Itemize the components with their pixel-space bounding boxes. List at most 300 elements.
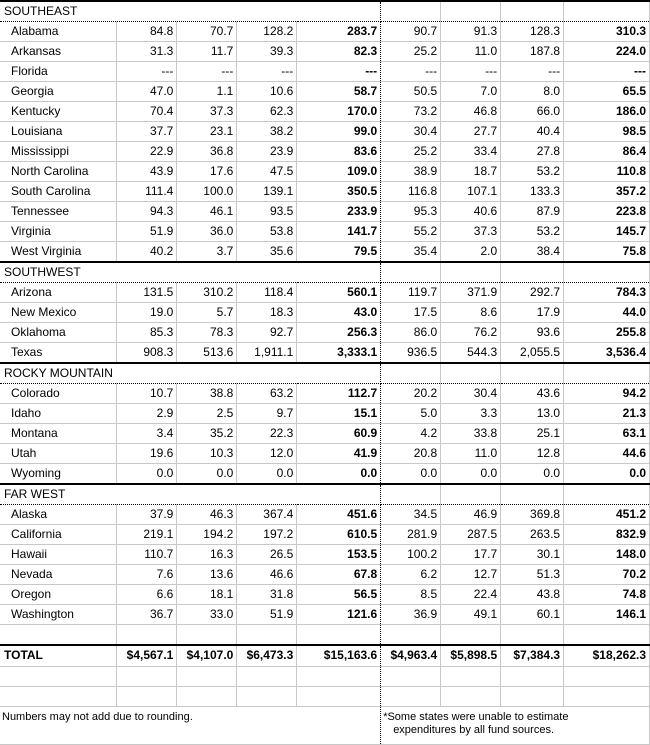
value-cell: 31.8 xyxy=(237,585,297,605)
state-row xyxy=(0,82,650,102)
empty-cell xyxy=(564,363,650,384)
region-header: SOUTHWEST xyxy=(0,262,381,283)
value-cell: 197.2 xyxy=(237,525,297,545)
value-cell: 22.9 xyxy=(117,142,177,162)
value-cell: 513.6 xyxy=(177,343,237,364)
value-cell: 62.3 xyxy=(237,102,297,122)
region-header-row xyxy=(0,363,650,384)
value-cell: 95.3 xyxy=(381,202,441,222)
state-row xyxy=(0,323,650,343)
total-value-cell: 560.1 xyxy=(297,283,381,303)
value-cell: 22.3 xyxy=(237,424,297,444)
value-cell: --- xyxy=(381,62,441,82)
value-cell: 17.6 xyxy=(177,162,237,182)
value-cell: 131.5 xyxy=(117,283,177,303)
value-cell: 2.0 xyxy=(441,242,501,263)
value-cell: 292.7 xyxy=(501,283,564,303)
value-cell: 60.1 xyxy=(501,605,564,625)
value-cell: 20.2 xyxy=(381,384,441,404)
empty-cell xyxy=(237,687,297,707)
total-value-cell: 832.9 xyxy=(564,525,650,545)
value-cell: 43.9 xyxy=(117,162,177,182)
value-cell: 281.9 xyxy=(381,525,441,545)
value-cell: 33.8 xyxy=(441,424,501,444)
value-cell: 22.4 xyxy=(441,585,501,605)
value-cell: 66.0 xyxy=(501,102,564,122)
state-row xyxy=(0,22,650,42)
value-cell: 187.8 xyxy=(501,42,564,62)
total-cell: $4,567.1 xyxy=(117,645,177,667)
value-cell: 35.4 xyxy=(381,242,441,263)
total-value-cell: 141.7 xyxy=(297,222,381,242)
value-cell: 30.4 xyxy=(441,384,501,404)
value-cell: 119.7 xyxy=(381,283,441,303)
value-cell: 91.3 xyxy=(441,22,501,42)
total-value-cell: 170.0 xyxy=(297,102,381,122)
value-cell: 43.6 xyxy=(501,384,564,404)
state-name: Idaho xyxy=(0,404,117,424)
value-cell: 12.7 xyxy=(441,565,501,585)
total-value-cell: 3,333.1 xyxy=(297,343,381,364)
value-cell: 110.7 xyxy=(117,545,177,565)
empty-cell xyxy=(564,687,650,707)
total-value-cell: 145.7 xyxy=(564,222,650,242)
empty-cell xyxy=(381,262,441,283)
value-cell: 4.2 xyxy=(381,424,441,444)
state-row xyxy=(0,162,650,182)
region-header: SOUTHEAST xyxy=(0,1,381,22)
value-cell: 26.5 xyxy=(237,545,297,565)
value-cell: 18.1 xyxy=(177,585,237,605)
state-name: Alabama xyxy=(0,22,117,42)
value-cell: 85.3 xyxy=(117,323,177,343)
state-row xyxy=(0,102,650,122)
total-value-cell: 283.7 xyxy=(297,22,381,42)
total-value-cell: 99.0 xyxy=(297,122,381,142)
value-cell: 25.2 xyxy=(381,142,441,162)
value-cell: 12.0 xyxy=(237,444,297,464)
state-row xyxy=(0,182,650,202)
value-cell: 78.3 xyxy=(177,323,237,343)
total-value-cell: 15.1 xyxy=(297,404,381,424)
value-cell: 51.9 xyxy=(237,605,297,625)
state-name: Wyoming xyxy=(0,464,117,485)
total-value-cell: 148.0 xyxy=(564,545,650,565)
value-cell: 8.0 xyxy=(501,82,564,102)
value-cell: 63.2 xyxy=(237,384,297,404)
value-cell: 936.5 xyxy=(381,343,441,364)
state-name: Hawaii xyxy=(0,545,117,565)
value-cell: 37.7 xyxy=(117,122,177,142)
value-cell: 13.0 xyxy=(501,404,564,424)
value-cell: 34.5 xyxy=(381,505,441,525)
total-value-cell: 255.8 xyxy=(564,323,650,343)
value-cell: 35.2 xyxy=(177,424,237,444)
total-value-cell: 357.2 xyxy=(564,182,650,202)
value-cell: 10.3 xyxy=(177,444,237,464)
state-row xyxy=(0,222,650,242)
value-cell: 13.6 xyxy=(177,565,237,585)
total-value-cell: 82.3 xyxy=(297,42,381,62)
value-cell: 19.0 xyxy=(117,303,177,323)
value-cell: 76.2 xyxy=(441,323,501,343)
value-cell: 47.0 xyxy=(117,82,177,102)
value-cell: 7.0 xyxy=(441,82,501,102)
value-cell: 0.0 xyxy=(117,464,177,485)
total-cell: $7,384.3 xyxy=(501,645,564,667)
empty-cell xyxy=(381,667,441,687)
value-cell: 40.2 xyxy=(117,242,177,263)
total-value-cell: 350.5 xyxy=(297,182,381,202)
total-value-cell: 224.0 xyxy=(564,42,650,62)
empty-cell xyxy=(117,625,177,645)
state-row xyxy=(0,464,650,485)
value-cell: 53.2 xyxy=(501,162,564,182)
empty-cell xyxy=(501,363,564,384)
state-row xyxy=(0,62,650,82)
value-cell: 53.8 xyxy=(237,222,297,242)
value-cell: 84.8 xyxy=(117,22,177,42)
value-cell: 92.7 xyxy=(237,323,297,343)
total-value-cell: 451.6 xyxy=(297,505,381,525)
total-value-cell: 43.0 xyxy=(297,303,381,323)
value-cell: 8.5 xyxy=(381,585,441,605)
value-cell: 133.3 xyxy=(501,182,564,202)
value-cell: 38.4 xyxy=(501,242,564,263)
total-value-cell: 41.9 xyxy=(297,444,381,464)
empty-cell xyxy=(237,667,297,687)
value-cell: 5.7 xyxy=(177,303,237,323)
total-label: TOTAL xyxy=(0,645,117,667)
value-cell: 37.3 xyxy=(177,102,237,122)
value-cell: 51.9 xyxy=(117,222,177,242)
value-cell: --- xyxy=(117,62,177,82)
value-cell: 9.7 xyxy=(237,404,297,424)
total-value-cell: 44.0 xyxy=(564,303,650,323)
value-cell: 43.8 xyxy=(501,585,564,605)
state-name: Alaska xyxy=(0,505,117,525)
total-value-cell: 67.8 xyxy=(297,565,381,585)
value-cell: 70.7 xyxy=(177,22,237,42)
value-cell: 2.5 xyxy=(177,404,237,424)
total-value-cell: 44.6 xyxy=(564,444,650,464)
value-cell: 1,911.1 xyxy=(237,343,297,364)
value-cell: 30.4 xyxy=(381,122,441,142)
value-cell: 19.6 xyxy=(117,444,177,464)
empty-cell xyxy=(381,687,441,707)
empty-cell xyxy=(0,667,117,687)
empty-cell xyxy=(501,625,564,645)
value-cell: 1.1 xyxy=(177,82,237,102)
total-value-cell: 94.2 xyxy=(564,384,650,404)
value-cell: 17.5 xyxy=(381,303,441,323)
value-cell: 11.0 xyxy=(441,444,501,464)
empty-cell xyxy=(297,625,381,645)
total-value-cell: 109.0 xyxy=(297,162,381,182)
state-name: South Carolina xyxy=(0,182,117,202)
state-name: Tennessee xyxy=(0,202,117,222)
value-cell: --- xyxy=(501,62,564,82)
total-value-cell: 65.5 xyxy=(564,82,650,102)
value-cell: 0.0 xyxy=(177,464,237,485)
value-cell: 37.3 xyxy=(441,222,501,242)
value-cell: 46.1 xyxy=(177,202,237,222)
state-name: Oregon xyxy=(0,585,117,605)
value-cell: 2,055.5 xyxy=(501,343,564,364)
value-cell: 49.1 xyxy=(441,605,501,625)
value-cell: 38.2 xyxy=(237,122,297,142)
value-cell: 107.1 xyxy=(441,182,501,202)
empty-cell xyxy=(564,484,650,505)
blank-row xyxy=(0,687,650,707)
empty-cell xyxy=(177,687,237,707)
value-cell: 36.7 xyxy=(117,605,177,625)
value-cell: 3.7 xyxy=(177,242,237,263)
value-cell: 20.8 xyxy=(381,444,441,464)
state-name: Oklahoma xyxy=(0,323,117,343)
value-cell: 50.5 xyxy=(381,82,441,102)
total-value-cell: 21.3 xyxy=(564,404,650,424)
value-cell: --- xyxy=(177,62,237,82)
value-cell: 18.3 xyxy=(237,303,297,323)
state-row xyxy=(0,42,650,62)
value-cell: 53.2 xyxy=(501,222,564,242)
total-value-cell: --- xyxy=(564,62,650,82)
blank-row xyxy=(0,625,650,645)
value-cell: 367.4 xyxy=(237,505,297,525)
value-cell: 100.0 xyxy=(177,182,237,202)
value-cell: 94.3 xyxy=(117,202,177,222)
total-value-cell: 98.5 xyxy=(564,122,650,142)
value-cell: 46.3 xyxy=(177,505,237,525)
value-cell: 12.8 xyxy=(501,444,564,464)
value-cell: 11.7 xyxy=(177,42,237,62)
total-value-cell: 784.3 xyxy=(564,283,650,303)
value-cell: 128.2 xyxy=(237,22,297,42)
value-cell: 47.5 xyxy=(237,162,297,182)
total-value-cell: 75.8 xyxy=(564,242,650,263)
state-name: West Virginia xyxy=(0,242,117,263)
value-cell: 111.4 xyxy=(117,182,177,202)
value-cell: 8.6 xyxy=(441,303,501,323)
value-cell: 93.6 xyxy=(501,323,564,343)
state-row xyxy=(0,565,650,585)
value-cell: --- xyxy=(441,62,501,82)
state-name: North Carolina xyxy=(0,162,117,182)
total-value-cell: 256.3 xyxy=(297,323,381,343)
value-cell: 3.3 xyxy=(441,404,501,424)
value-cell: 16.3 xyxy=(177,545,237,565)
total-value-cell: 83.6 xyxy=(297,142,381,162)
value-cell: 23.1 xyxy=(177,122,237,142)
empty-cell xyxy=(441,687,501,707)
total-cell: $4,963.4 xyxy=(381,645,441,667)
value-cell: 0.0 xyxy=(237,464,297,485)
total-value-cell: 58.7 xyxy=(297,82,381,102)
state-name: Colorado xyxy=(0,384,117,404)
state-name: Washington xyxy=(0,605,117,625)
empty-cell xyxy=(564,667,650,687)
region-header: FAR WEST xyxy=(0,484,381,505)
value-cell: 37.9 xyxy=(117,505,177,525)
value-cell: 287.5 xyxy=(441,525,501,545)
region-header-row xyxy=(0,484,650,505)
empty-cell xyxy=(564,1,650,22)
state-row xyxy=(0,545,650,565)
footnote-estimate-line2: expenditures by all fund sources. xyxy=(393,724,555,736)
state-name: Louisiana xyxy=(0,122,117,142)
value-cell: 0.0 xyxy=(381,464,441,485)
empty-cell xyxy=(381,1,441,22)
empty-cell xyxy=(0,687,117,707)
total-value-cell: 233.9 xyxy=(297,202,381,222)
value-cell: 27.8 xyxy=(501,142,564,162)
state-name: Kentucky xyxy=(0,102,117,122)
value-cell: 38.8 xyxy=(177,384,237,404)
state-row xyxy=(0,142,650,162)
value-cell: 10.7 xyxy=(117,384,177,404)
value-cell: 3.4 xyxy=(117,424,177,444)
value-cell: 128.3 xyxy=(501,22,564,42)
total-value-cell: 223.8 xyxy=(564,202,650,222)
total-value-cell: 310.3 xyxy=(564,22,650,42)
empty-cell xyxy=(501,1,564,22)
total-value-cell: 112.7 xyxy=(297,384,381,404)
empty-cell xyxy=(441,667,501,687)
value-cell: 38.9 xyxy=(381,162,441,182)
value-cell: 6.2 xyxy=(381,565,441,585)
state-name: Texas xyxy=(0,343,117,364)
empty-cell xyxy=(117,667,177,687)
value-cell: 40.6 xyxy=(441,202,501,222)
value-cell: 46.8 xyxy=(441,102,501,122)
empty-cell xyxy=(501,687,564,707)
empty-cell xyxy=(441,625,501,645)
empty-cell xyxy=(441,262,501,283)
empty-cell xyxy=(381,625,441,645)
state-name: Mississippi xyxy=(0,142,117,162)
table-body xyxy=(0,1,650,745)
value-cell: 90.7 xyxy=(381,22,441,42)
empty-cell xyxy=(297,667,381,687)
state-row xyxy=(0,122,650,142)
value-cell: 371.9 xyxy=(441,283,501,303)
value-cell: 100.2 xyxy=(381,545,441,565)
total-value-cell: 79.5 xyxy=(297,242,381,263)
footnote-estimate-line1: *Some states were unable to estimate xyxy=(383,711,569,723)
value-cell: 118.4 xyxy=(237,283,297,303)
value-cell: 93.5 xyxy=(237,202,297,222)
value-cell: 70.4 xyxy=(117,102,177,122)
value-cell: 23.9 xyxy=(237,142,297,162)
total-value-cell: 610.5 xyxy=(297,525,381,545)
total-value-cell: 110.8 xyxy=(564,162,650,182)
empty-cell xyxy=(501,667,564,687)
value-cell: 544.3 xyxy=(441,343,501,364)
state-row xyxy=(0,505,650,525)
total-value-cell: 0.0 xyxy=(297,464,381,485)
empty-cell xyxy=(564,262,650,283)
value-cell: 11.0 xyxy=(441,42,501,62)
value-cell: 0.0 xyxy=(501,464,564,485)
value-cell: 194.2 xyxy=(177,525,237,545)
value-cell: 17.9 xyxy=(501,303,564,323)
empty-cell xyxy=(501,262,564,283)
empty-cell xyxy=(564,625,650,645)
value-cell: 310.2 xyxy=(177,283,237,303)
state-name: Virginia xyxy=(0,222,117,242)
empty-cell xyxy=(0,625,117,645)
value-cell: 46.6 xyxy=(237,565,297,585)
empty-cell xyxy=(381,363,441,384)
empty-cell xyxy=(441,484,501,505)
state-name: Nevada xyxy=(0,565,117,585)
total-value-cell: 0.0 xyxy=(564,464,650,485)
total-value-cell: 60.9 xyxy=(297,424,381,444)
total-cell: $18,262.3 xyxy=(564,645,650,667)
total-cell: $5,898.5 xyxy=(441,645,501,667)
total-value-cell: 186.0 xyxy=(564,102,650,122)
total-value-cell: 86.4 xyxy=(564,142,650,162)
value-cell: 25.1 xyxy=(501,424,564,444)
state-row xyxy=(0,585,650,605)
value-cell: 31.3 xyxy=(117,42,177,62)
region-header-row xyxy=(0,1,650,22)
total-value-cell: 121.6 xyxy=(297,605,381,625)
state-row xyxy=(0,424,650,444)
value-cell: 5.0 xyxy=(381,404,441,424)
total-row xyxy=(0,645,650,667)
empty-cell xyxy=(177,625,237,645)
state-name: Montana xyxy=(0,424,117,444)
state-name: Utah xyxy=(0,444,117,464)
value-cell: 25.2 xyxy=(381,42,441,62)
state-name: California xyxy=(0,525,117,545)
value-cell: 2.9 xyxy=(117,404,177,424)
state-row xyxy=(0,343,650,364)
state-name: Florida xyxy=(0,62,117,82)
value-cell: 116.8 xyxy=(381,182,441,202)
value-cell: 263.5 xyxy=(501,525,564,545)
total-value-cell: --- xyxy=(297,62,381,82)
state-row xyxy=(0,404,650,424)
state-row xyxy=(0,242,650,263)
value-cell: 36.9 xyxy=(381,605,441,625)
total-value-cell: 451.2 xyxy=(564,505,650,525)
value-cell: 17.7 xyxy=(441,545,501,565)
value-cell: 30.1 xyxy=(501,545,564,565)
state-row xyxy=(0,384,650,404)
value-cell: 87.9 xyxy=(501,202,564,222)
empty-cell xyxy=(237,625,297,645)
value-cell: 219.1 xyxy=(117,525,177,545)
region-header: ROCKY MOUNTAIN xyxy=(0,363,381,384)
empty-cell xyxy=(117,687,177,707)
total-cell: $6,473.3 xyxy=(237,645,297,667)
total-value-cell: 3,536.4 xyxy=(564,343,650,364)
state-name: Arkansas xyxy=(0,42,117,62)
value-cell: 33.4 xyxy=(441,142,501,162)
total-value-cell: 153.5 xyxy=(297,545,381,565)
total-value-cell: 74.8 xyxy=(564,585,650,605)
empty-cell xyxy=(441,1,501,22)
value-cell: 36.8 xyxy=(177,142,237,162)
value-cell: 6.6 xyxy=(117,585,177,605)
value-cell: 908.3 xyxy=(117,343,177,364)
value-cell: 36.0 xyxy=(177,222,237,242)
value-cell: 73.2 xyxy=(381,102,441,122)
total-cell: $15,163.6 xyxy=(297,645,381,667)
